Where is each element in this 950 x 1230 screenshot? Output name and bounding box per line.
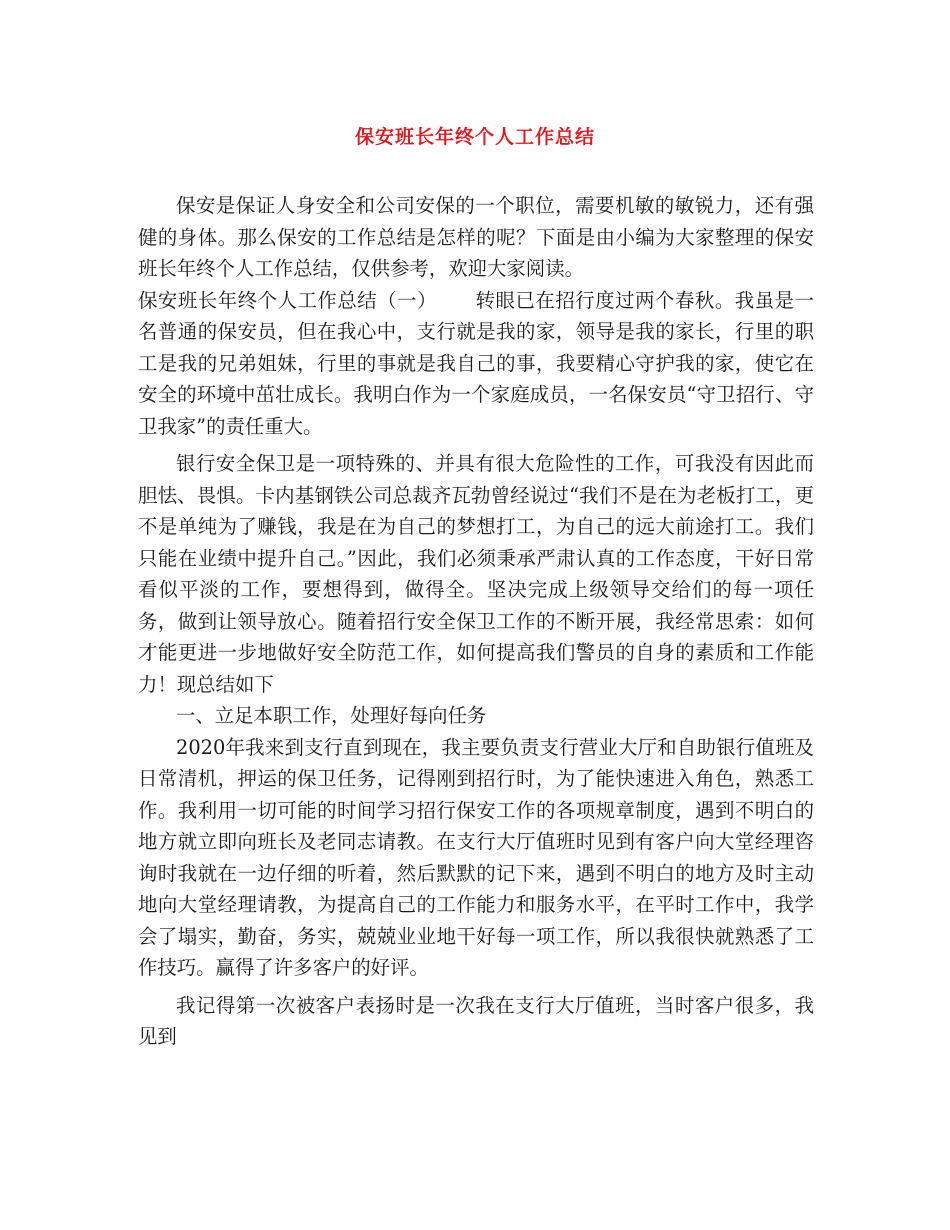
body-paragraph: 银行安全保卫是一项特殊的、并具有很大危险性的工作，可我没有因此而胆怯、畏惧。卡内基钢铁公司总裁齐瓦勃曾经说过“我们不是在为老板打工，更不是单纯为了赚钱，我是在为自己的梦想打工，为自己的远大前途打工。我们只能在业绩中提升自己。”因此，我们必须秉承严肃认真的工作态度，干好日常看似平淡的工作，要想得到，做得全。坚决完成上级领导交给们的每一项任务，做到让领导放心。随着招行安全保卫工作的不断开展，我经常思索：如何才能更进一步地做好安全防范工作，如何提高我们警员的自身的素质和工作能力！现总结如下 [138, 452, 814, 696]
section-heading: 保安班长年终个人工作总结（一） [138, 288, 438, 312]
body-paragraph: 我记得第一次被客户表扬时是一次我在支行大厅值班，当时客户很多，我见到 [138, 993, 814, 1048]
section-text: 转眼已在招行度过两个春秋。我虽是一名普通的保安员，但在我心中，支行就是我的家，领导是我的家长，行里的职工是我的兄弟姐妹，行里的事就是我自己的事，我要精心守护我的家，使它在安全的环境中茁壮成长。我明白作为一个家庭成员，一名保安员“守卫招行、守卫我家”的责任重大。 [138, 288, 814, 438]
document-title: 保安班长年终个人工作总结 [354, 126, 595, 148]
subheading: 一、立足本职工作，处理好每向任务 [176, 704, 487, 727]
section-paragraph [138, 285, 814, 443]
document-body [138, 190, 814, 1053]
intro-paragraph: 保安是保证人身安全和公司安保的一个职位，需要机敏的敏锐力，还有强健的身体。那么保安的工作总结是怎样的呢？下面是由小编为大家整理的保安班长年终个人工作总结，仅供参考，欢迎大家阅读。 [138, 194, 814, 280]
body-paragraph: 2020年我来到支行直到现在，我主要负责支行营业大厅和自助银行值班及日常清机，押运的保卫任务，记得刚到招行时，为了能快速进入角色，熟悉工作。我利用一切可能的时间学习招行保安工作的各项规章制度，遇到不明白的地方就立即向班长及老同志请教。在支行大厅值班时见到有客户向大堂经理咨询时我就在一边仔细的听着，然后默默的记下来，遇到不明白的地方及时主动地向大堂经理请教，为提高自己的工作能力和服务水平，在平时工作中，我学会了塌实，勤奋，务实，兢兢业业地干好每一项工作，所以我很快就熟悉了工作技巧。赢得了许多客户的好评。 [138, 735, 814, 979]
